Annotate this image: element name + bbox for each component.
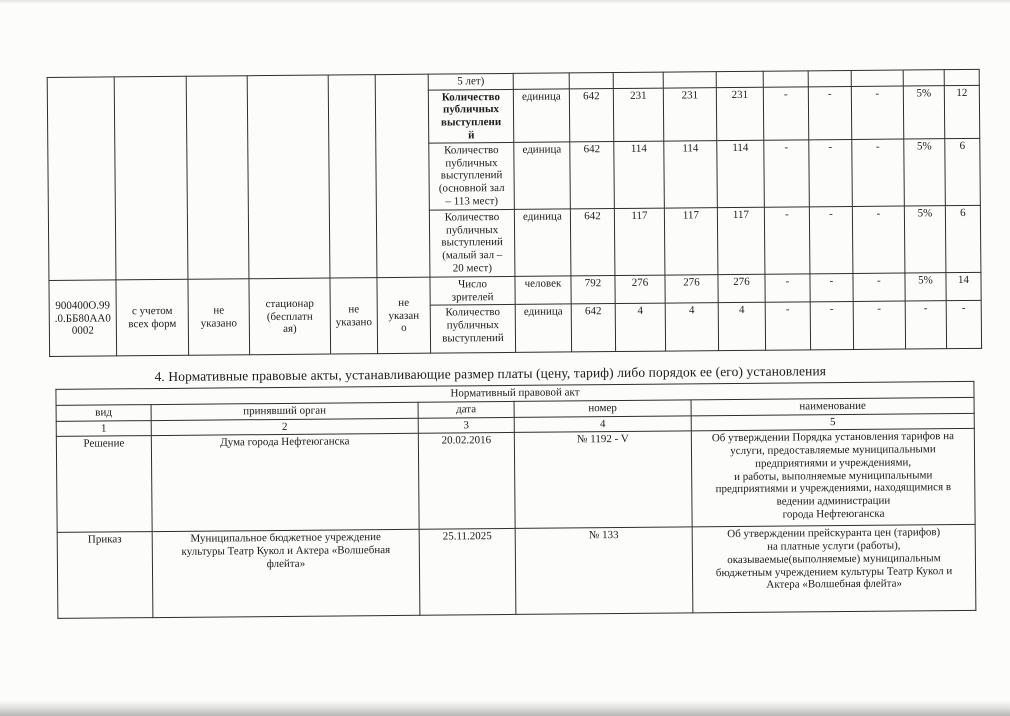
value-cell: 5% <box>904 206 946 273</box>
value-cell <box>808 70 851 86</box>
empty-cell <box>328 75 377 279</box>
indicator-name-cell: Количество публичных выступлений (основной зал – 113 мест) <box>429 143 515 211</box>
value-cell <box>663 72 716 88</box>
service-indicators-table <box>47 69 982 358</box>
col-number-cell: 2 <box>151 418 418 436</box>
value-cell: - <box>765 302 810 350</box>
empty-cell <box>186 76 249 280</box>
legal-act-row <box>56 429 975 533</box>
value-cell: - <box>853 301 905 349</box>
value-cell: 5% <box>903 85 944 139</box>
act-number-cell: № 1192 - V <box>514 431 692 529</box>
col-number-cell: 4 <box>514 415 691 432</box>
value-cell: 276 <box>718 274 765 303</box>
scan-bottom-shadow <box>0 700 1010 716</box>
act-authority-cell: Дума города Нефтеюганска <box>151 434 419 532</box>
value-cell: 4 <box>665 303 718 351</box>
value-cell: 4 <box>718 303 765 351</box>
legal-act-caption: Нормативный правовой акт <box>56 381 974 405</box>
unit-cell: единица <box>514 142 571 209</box>
value-cell: - <box>808 86 851 140</box>
unit-cell: единица <box>515 304 571 352</box>
value-cell: - <box>852 139 905 206</box>
unit-cell <box>513 73 569 89</box>
not-specified-cell: не указан о <box>377 277 431 354</box>
act-date-cell: 25.11.2025 <box>419 529 516 616</box>
legal-acts-table <box>55 381 976 619</box>
act-kind-cell: Решение <box>56 436 152 533</box>
value-cell: 231 <box>716 87 763 141</box>
value-cell: - <box>853 273 905 302</box>
col-header-name: наименование <box>691 397 974 415</box>
value-cell: - <box>809 207 853 274</box>
act-name-cell: Об утверждении прейскуранта цен (тарифов) на платные услуги (работы), оказываемые(выполняемые) муниципальным бюджетным учреждением культуры Театр Кукол и Актера «Волшебная флейта» <box>692 525 976 613</box>
col-header-date: дата <box>418 401 514 418</box>
value-cell: - <box>810 302 853 350</box>
value-cell <box>944 69 979 85</box>
value-cell: - <box>851 86 903 140</box>
not-specified-cell: не указано <box>188 279 250 356</box>
act-kind-cell: Приказ <box>57 532 153 619</box>
col-header-kind: вид <box>56 404 151 421</box>
value-cell: 792 <box>571 276 615 305</box>
value-cell: 276 <box>665 275 718 304</box>
unit-cell: единица <box>513 89 569 143</box>
service-conditions-cell: стационар (бесплатн ая) <box>249 278 331 355</box>
value-cell: 6 <box>945 139 981 206</box>
indicator-name-cell: Количество публичных выступлени й <box>428 89 513 143</box>
value-cell: 642 <box>570 142 615 209</box>
act-name-cell: Об утверждении Порядка установления тарифов на услуги, предоставляемые муниципальными предприятиями и учреждениями, и работы, выполняемые муниципальными предприятиями и учреждениями, находящимися в ведении администрации города Нефтеюганска <box>691 429 975 527</box>
value-cell <box>716 71 763 87</box>
value-cell <box>851 70 903 86</box>
value-cell: 114 <box>614 141 665 208</box>
value-cell: 642 <box>570 209 615 276</box>
empty-conditions-cell <box>247 75 330 279</box>
act-date-cell: 20.02.2016 <box>418 433 515 530</box>
indicator-name-cell: Количество публичных выступлений (малый зал – 20 мест) <box>429 210 515 278</box>
value-cell: 5% <box>905 273 946 302</box>
value-cell <box>613 72 663 88</box>
col-number-cell: 5 <box>691 413 974 431</box>
indicator-name-cell: Число зрителей <box>430 277 515 306</box>
value-cell: 117 <box>664 208 718 275</box>
value-cell: 231 <box>613 88 663 142</box>
value-cell: - <box>946 301 981 349</box>
unit-cell: единица <box>514 209 571 276</box>
section-4-title: 4. Нормативные правовые акты, устанавливающие размер платы (цену, тариф) либо порядок ее (его) установления <box>154 363 827 385</box>
value-cell: - <box>852 206 905 273</box>
col-header-authority: принявший орган <box>151 402 418 420</box>
indicator-name-cell: 5 лет) <box>428 73 513 89</box>
legal-act-row <box>57 525 976 619</box>
empty-forms-cell <box>114 76 188 280</box>
value-cell: 114 <box>717 140 765 207</box>
value-cell: 4 <box>615 304 665 352</box>
value-cell: 6 <box>945 206 981 273</box>
service-code-cell: 900400О.99 .0.ББ80АА0 0002 <box>49 280 117 357</box>
value-cell: - <box>765 274 810 303</box>
value-cell: 642 <box>569 88 613 142</box>
value-cell: - <box>764 207 810 274</box>
value-cell: 114 <box>664 141 718 208</box>
act-number-cell: № 133 <box>515 527 693 615</box>
value-cell: - <box>764 140 810 207</box>
col-number-cell: 1 <box>56 420 151 437</box>
col-number-cell: 3 <box>418 417 514 434</box>
value-cell: - <box>905 301 946 349</box>
value-cell: - <box>763 86 808 140</box>
value-cell: 12 <box>944 85 979 139</box>
value-cell: 117 <box>717 207 765 274</box>
value-cell: 276 <box>615 275 665 304</box>
value-cell: 117 <box>614 208 665 275</box>
act-authority-cell: Муниципальное бюджетное учреждение культуры Театр Кукол и Актера «Волшебная флейта» <box>152 530 420 618</box>
unit-cell: человек <box>515 276 571 305</box>
value-cell <box>903 70 944 86</box>
not-specified-cell: не указано <box>330 278 378 355</box>
value-cell: - <box>810 274 853 303</box>
empty-cell <box>375 74 430 278</box>
value-cell: 5% <box>904 139 946 206</box>
value-cell <box>763 71 808 87</box>
value-cell <box>569 73 613 89</box>
empty-code-cell <box>47 77 116 281</box>
col-header-number: номер <box>514 400 691 417</box>
forms-cell: с учетом всех форм <box>116 279 189 356</box>
indicator-name-cell: Количество публичных выступлений <box>430 305 515 354</box>
value-cell: 642 <box>571 304 615 352</box>
value-cell: - <box>809 140 853 207</box>
value-cell: 231 <box>663 87 716 141</box>
value-cell: 14 <box>946 273 981 302</box>
